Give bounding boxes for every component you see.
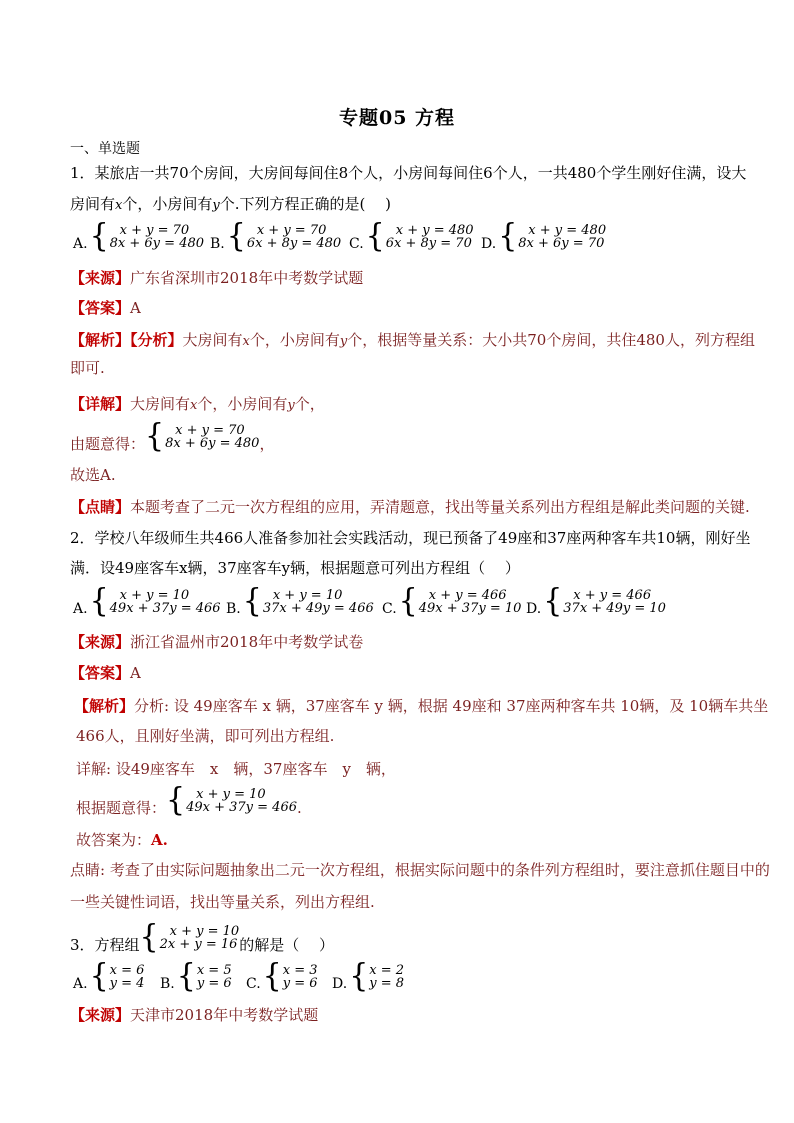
q1-stem-text-b: 个，小房间有 (122, 195, 213, 213)
analysis-text: 个，根据等量关系：大小共70个房间，共住480人，列方程组 (347, 331, 755, 349)
var-x: x (242, 334, 250, 349)
answer-value: A (130, 664, 141, 682)
q1-option-b[interactable]: B. { x + y = 70 6x + 8y = 480 (210, 218, 342, 255)
equation: 37x + 49y = 10 (563, 601, 666, 616)
q3-stem: 3．方程组 { x + y = 10 2x + y = 16 的解是（ ） (70, 919, 334, 956)
q3-option-d[interactable]: D. { x = 2 y = 8 (332, 958, 405, 995)
equation: x + y = 10 (196, 787, 266, 802)
source-label: 【来源】 (70, 1006, 131, 1024)
equation: x + y = 10 (169, 924, 240, 939)
equation: x = 2 (369, 963, 405, 978)
var-y: y (339, 334, 348, 349)
section-heading: 一、单选题 (70, 141, 140, 157)
equation: x + y = 70 (119, 223, 190, 238)
option-label: D. (481, 236, 497, 252)
option-label: D. (526, 601, 542, 617)
q1-var-x: x (115, 198, 123, 213)
q1-stem-line2 (70, 194, 391, 216)
source-label: 【来源】 (70, 633, 131, 651)
analysis-label: 【解析】 (74, 697, 135, 715)
equation: 49x + 37y = 466 (109, 601, 221, 616)
option-label: C. (246, 976, 261, 992)
equation: 8x + 6y = 70 (518, 236, 605, 251)
equation: x + y = 70 (175, 423, 245, 438)
q1-system: 由题意得： { x + y = 70 8x + 6y = 480 ， (70, 418, 275, 455)
q1-comment (70, 497, 750, 517)
q2-comment-line1: 点睛: 考查了由实际问题抽象出二元一次方程组，根据实际问题中的条件列方程组时，要注意抓住题目中的 (70, 861, 770, 879)
option-label: B. (226, 601, 241, 617)
analysis-text: 大房间有 (182, 331, 243, 349)
detail-label: 【详解】 (70, 395, 131, 413)
option-label: B. (160, 976, 175, 992)
detail-text: 个， (294, 395, 325, 413)
equation: y = 6 (282, 976, 318, 991)
answer-is-text: 故答案为： (76, 831, 152, 849)
equation: 6x + 8y = 70 (385, 236, 472, 251)
equation: x = 5 (196, 963, 232, 978)
q2-option-b[interactable]: B. { x + y = 10 37x + 49y = 466 (226, 583, 374, 620)
option-label: A. (73, 236, 88, 252)
q1-source (70, 268, 363, 288)
answer-label: 【答案】 (70, 664, 131, 682)
q1-analysis-line2: 即可. (70, 359, 105, 377)
equation: y = 4 (109, 976, 145, 991)
source-text: 广东省深圳市2018年中考数学试题 (130, 269, 364, 287)
source-text: 天津市2018年中考数学试题 (130, 1006, 319, 1024)
q2-comment-line2: 一些关键性词语，找出等量关系，列出方程组. (70, 893, 375, 911)
option-label: A. (73, 601, 88, 617)
q1-analysis-line1 (70, 330, 755, 352)
q1-stem-text-c: 个.下列方程正确的是( ) (219, 195, 391, 213)
equation: 37x + 49y = 466 (262, 601, 374, 616)
q2-option-c[interactable]: C. { x + y = 466 49x + 37y = 10 (382, 583, 522, 620)
q1-stem-text-a: 房间有 (70, 195, 116, 213)
by-meaning-text: 根据题意得： (76, 799, 167, 817)
answer-is-value: A. (151, 831, 168, 849)
equation: x + y = 480 (395, 223, 474, 238)
source-text: 浙江省温州市2018年中考数学试卷 (130, 633, 364, 651)
analysis-text: 个，小房间有 (249, 331, 340, 349)
equation: 2x + y = 16 (159, 937, 238, 952)
q1-option-c[interactable]: C. { x + y = 480 6x + 8y = 70 (349, 218, 474, 255)
q2-system: 根据题意得： { x + y = 10 49x + 37y = 466 . (76, 782, 302, 819)
analysis-label: 【解析】【分析】 (70, 331, 183, 349)
answer-label: 【答案】 (70, 299, 131, 317)
q1-choose: 故选A. (70, 466, 116, 484)
equation: x + y = 480 (528, 223, 607, 238)
equation: x + y = 466 (573, 588, 652, 603)
q2-option-d[interactable]: D. { x + y = 466 37x + 49y = 10 (526, 583, 666, 620)
q3-source (70, 1005, 318, 1025)
q3-suffix: 的解是（ ） (239, 936, 334, 954)
equation: x + y = 10 (119, 588, 190, 603)
option-label: D. (332, 976, 348, 992)
q2-analysis-line2: 466人，且刚好坐满，即可列出方程组. (76, 727, 335, 745)
q1-option-d[interactable]: D. { x + y = 480 8x + 6y = 70 (481, 218, 607, 255)
q2-source (70, 632, 363, 652)
q2-answer (70, 663, 141, 683)
detail-text: 个，小房间有 (197, 395, 288, 413)
q2-stem-line2: 满．设49座客车x辆，37座客车y辆，根据题意可列出方程组（ ） (70, 559, 520, 577)
equation: 6x + 8y = 480 (246, 236, 342, 251)
q3-option-a[interactable]: A. { x = 6 y = 4 (73, 958, 145, 995)
q2-analysis-line1 (74, 696, 768, 716)
equation: y = 6 (196, 976, 232, 991)
comment-label: 【点睛】 (70, 498, 131, 516)
equation: y = 8 (369, 976, 405, 991)
punct: . (297, 799, 302, 817)
q1-var-y: y (212, 198, 220, 213)
q3-option-c[interactable]: C. { x = 3 y = 6 (246, 958, 318, 995)
q2-stem-line1: 2．学校八年级师生共466人准备参加社会实践活动，现已预备了49座和37座两种客车共10辆，刚好坐 (70, 529, 751, 547)
q1-detail (70, 394, 325, 416)
equation: x + y = 466 (428, 588, 507, 603)
option-label: B. (210, 236, 225, 252)
equation: 8x + 6y = 480 (109, 236, 205, 251)
equation: x + y = 70 (256, 223, 327, 238)
var-x: x (190, 398, 198, 413)
q2-detail: 详解: 设49座客车 x 辆，37座客车 y 辆， (76, 760, 396, 778)
q3-prefix: 3．方程组 (70, 936, 140, 954)
option-label: C. (349, 236, 364, 252)
equation: x + y = 10 (272, 588, 343, 603)
q1-answer (70, 298, 141, 318)
var-y: y (287, 398, 295, 413)
equation: x = 6 (109, 963, 145, 978)
analysis-text: 分析: 设 49座客车 x 辆，37座客车 y 辆，根据 49座和 37座两种客车共 10辆，及 10辆车共坐 (134, 697, 769, 715)
q3-option-b[interactable]: B. { x = 5 y = 6 (160, 958, 232, 995)
equation: 8x + 6y = 480 (165, 436, 260, 451)
comment-text: 本题考查了二元一次方程组的应用，弄清题意，找出等量关系列出方程组是解此类问题的关键. (130, 498, 750, 516)
q2-answer-is (76, 830, 168, 850)
option-label: C. (382, 601, 397, 617)
q2-option-a[interactable]: A. { x + y = 10 49x + 37y = 466 (73, 583, 221, 620)
source-label: 【来源】 (70, 269, 131, 287)
by-meaning-text: 由题意得： (70, 435, 146, 453)
equation: x = 3 (282, 963, 318, 978)
page-title: 专题05 方程 (338, 107, 456, 129)
equation: 49x + 37y = 10 (418, 601, 522, 616)
detail-text: 大房间有 (130, 395, 191, 413)
q1-option-a[interactable]: A. { x + y = 70 8x + 6y = 480 (73, 218, 205, 255)
q1-stem-line1: 1．某旅店一共70个房间，大房间每间住8个人，小房间每间住6个人，一共480个学生刚好住满，设大 (70, 164, 747, 182)
punct: ， (259, 435, 275, 453)
option-label: A. (73, 976, 88, 992)
answer-value: A (130, 299, 141, 317)
equation: 49x + 37y = 466 (186, 800, 297, 815)
